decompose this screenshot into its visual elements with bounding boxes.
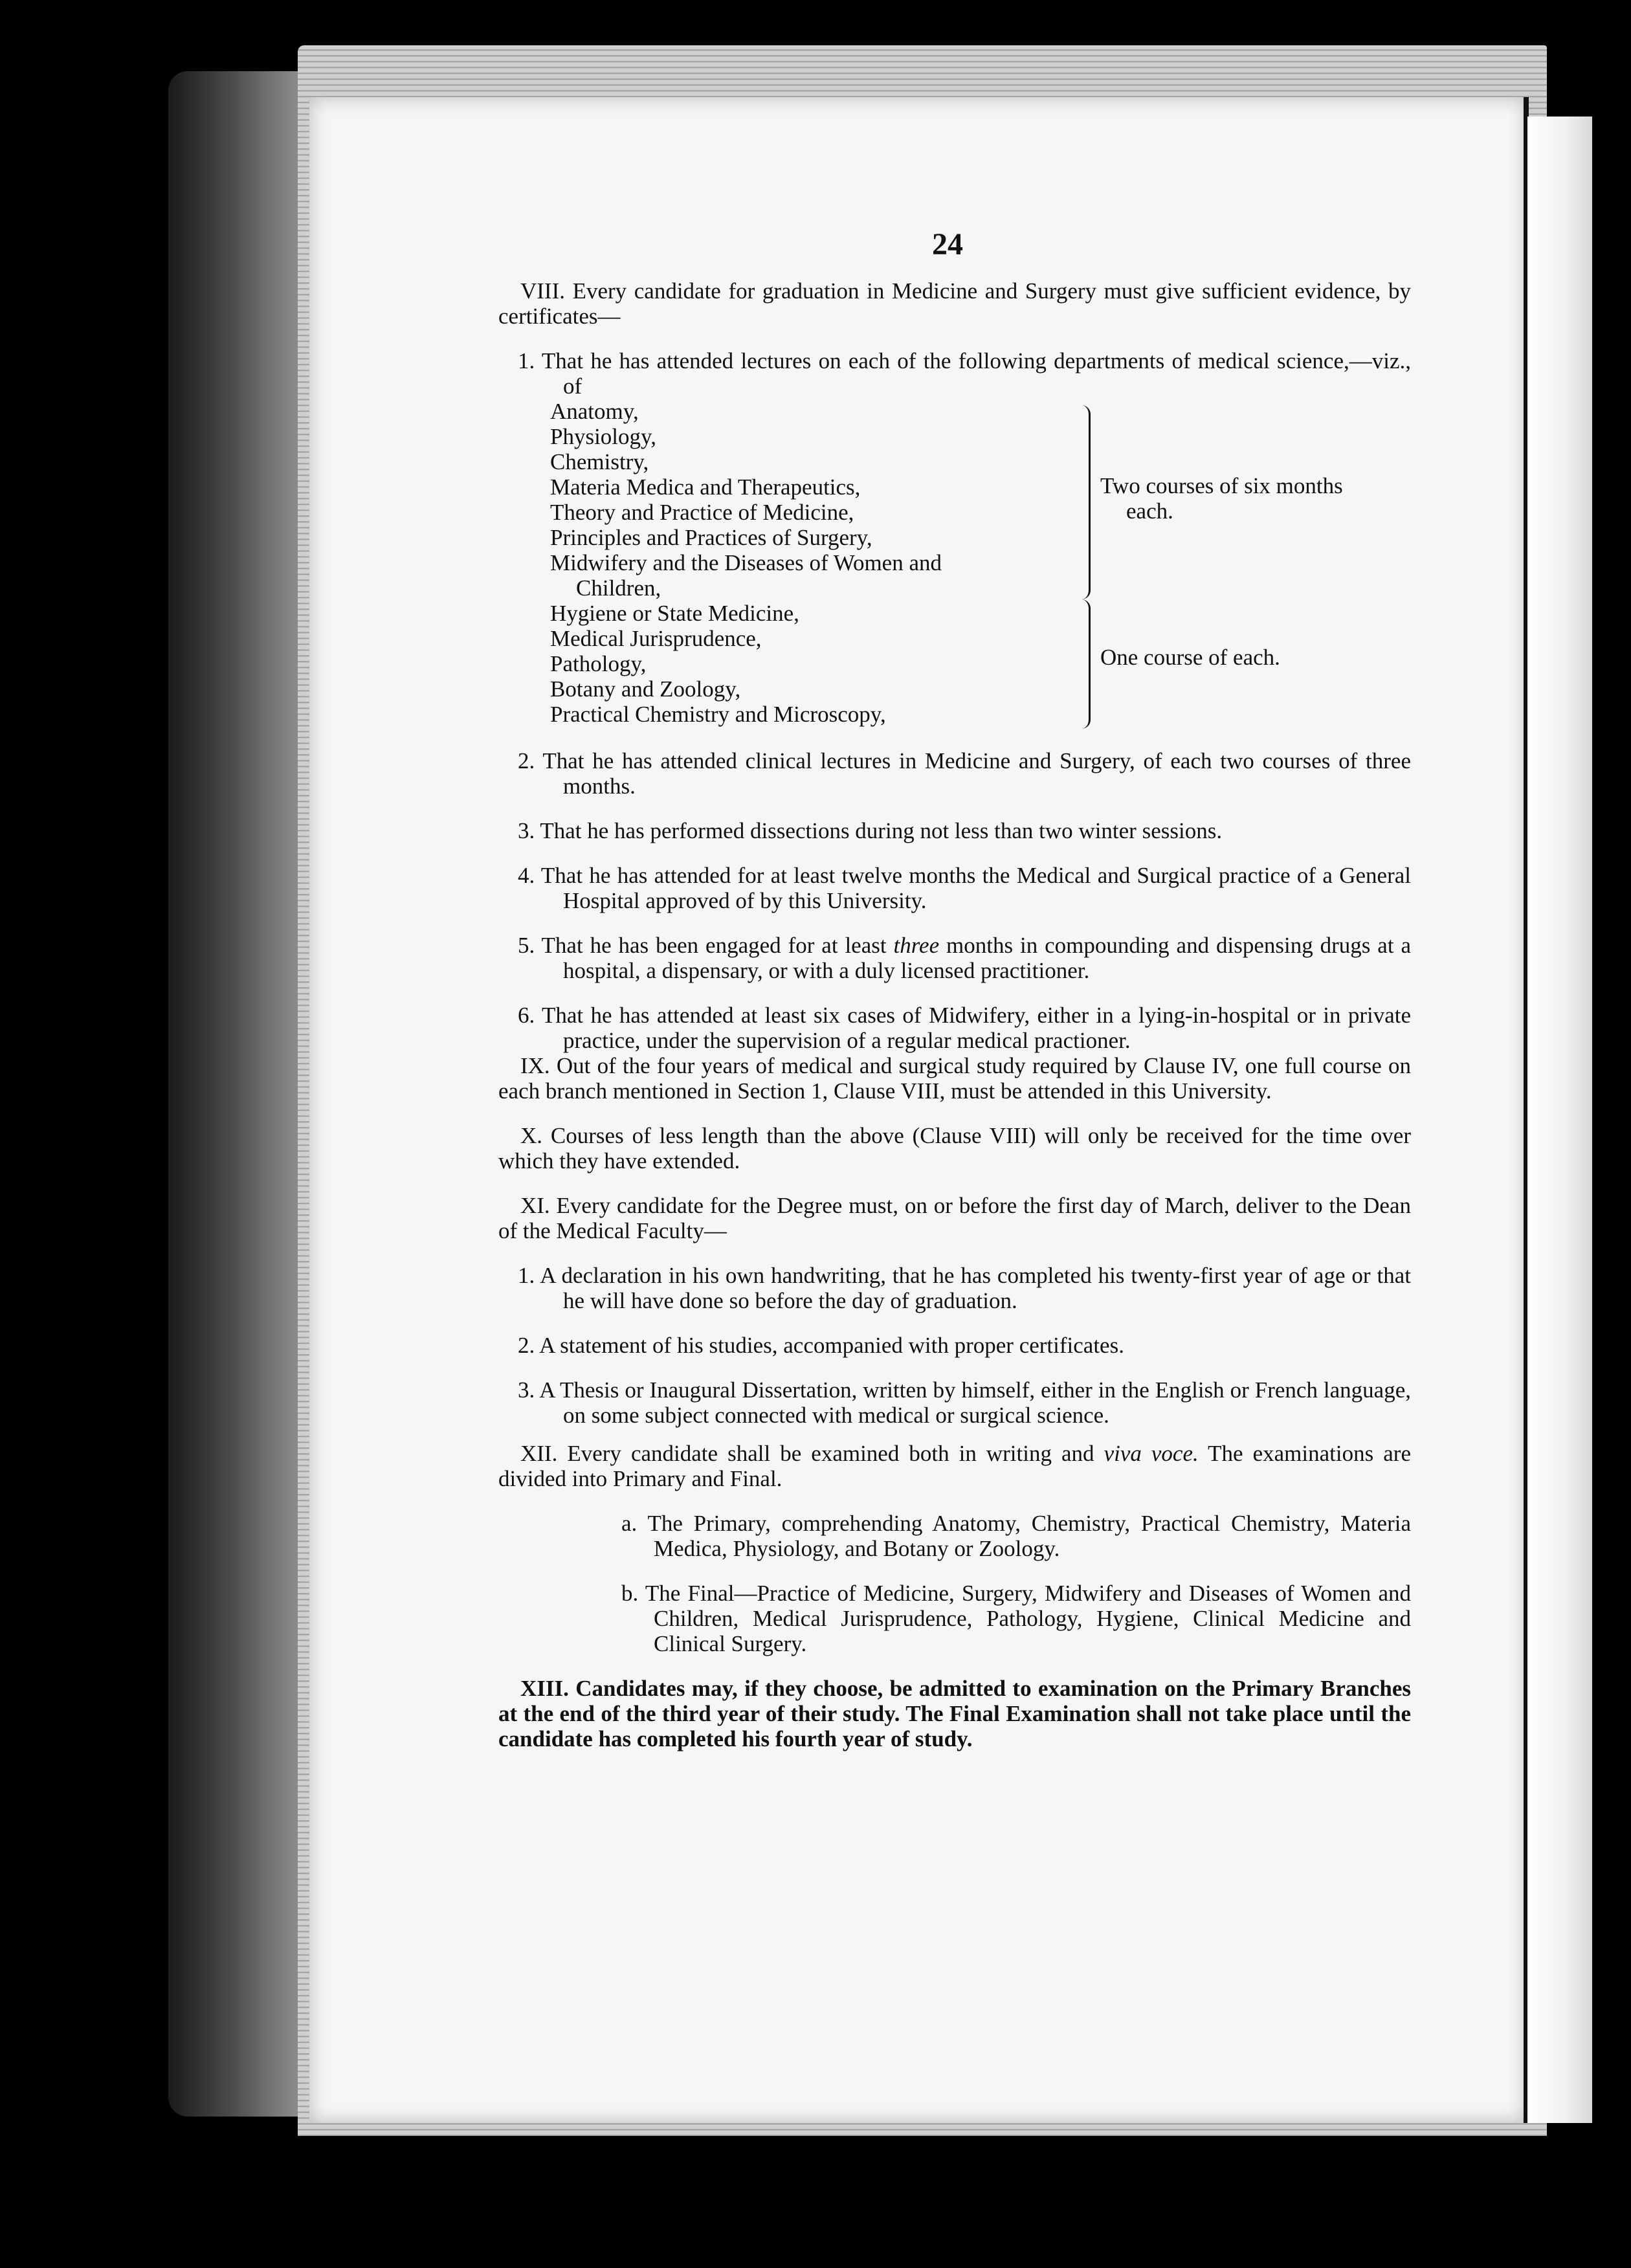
department-item: Materia Medica and Therapeutics,	[550, 474, 861, 500]
department-item: Hygiene or State Medicine,	[550, 601, 799, 626]
viii-item-2: 2. That he has attended clinical lectures in Medicine and Surgery, of each two courses of three months.	[518, 748, 1411, 799]
department-item: Medical Jurisprudence,	[550, 626, 762, 651]
page-number: 24	[932, 227, 963, 261]
department-item: Theory and Practice of Medicine,	[550, 500, 854, 525]
brace-label-one-course: One course of each.	[1100, 645, 1280, 670]
departments-list	[550, 399, 1068, 727]
clause-xii-text-cont: The examinations are divided into Primary and Final.	[498, 1441, 1411, 1491]
departments-block	[498, 399, 1411, 735]
viii-item-3: 3. That he has performed dissections during not less than two winter sessions.	[518, 818, 1223, 843]
department-item: Principles and Practices of Surgery,	[550, 525, 872, 550]
department-item: Practical Chemistry and Microscopy,	[550, 702, 886, 727]
clause-viii: VIII. Every candidate for graduation in Medicine and Surgery must give sufficient evidence, by certificates—	[498, 278, 1411, 329]
viii-item-6: 6. That he has attended at least six cases of Midwifery, either in a lying-in-hospital or in private practice, under the supervision of a regular medical practioner.	[518, 1003, 1411, 1053]
clause-ix: IX. Out of the four years of medical and surgical study required by Clause IV, one full course on each branch mentioned in Section 1, Clause VIII, must be attended in this University.	[498, 1053, 1411, 1104]
clause-xii-italic: viva voce.	[1104, 1441, 1199, 1466]
clause-x: X. Courses of less length than the above (Clause VIII) will only be received for the time over which they have extended.	[498, 1123, 1411, 1173]
department-item: Chemistry,	[550, 449, 649, 474]
department-item: Children,	[576, 575, 661, 601]
clause-xii	[498, 1441, 1411, 1491]
xii-item-b: b. The Final—Practice of Medicine, Surgery, Midwifery and Diseases of Women and Children, Medical Jurisprudence, Pathology, Hygiene, Clinical Medicine and Clinical Surgery.	[621, 1581, 1411, 1656]
clause-xii-text: XII. Every candidate shall be examined both in writing and	[520, 1441, 1104, 1466]
department-item: Midwifery and the Diseases of Women and	[550, 550, 942, 575]
viii-item-5-italic: three	[893, 933, 940, 958]
xi-item-2: 2. A statement of his studies, accompanied with proper certificates.	[518, 1333, 1124, 1358]
viii-item-5-text: 5. That he has been engaged for at least	[518, 933, 894, 958]
xi-item-1: 1. A declaration in his own handwriting, that he has completed his twenty-first year of age or that he will have done so before the day of graduation.	[518, 1263, 1411, 1313]
brace-label-two-courses	[1100, 473, 1343, 524]
facing-page-edge	[1527, 117, 1592, 2123]
department-item: Botany and Zoology,	[550, 676, 741, 702]
brace-one-course	[1074, 599, 1091, 729]
brace-label-line: Two courses of six months	[1100, 473, 1343, 498]
viii-item-5-text-cont: months in compounding and dispensing drugs at a hospital, a dispensary, or with a duly licensed practitioner.	[563, 933, 1411, 983]
viii-item-1-intro: 1. That he has attended lectures on each of the following departments of medical science,—viz., of	[518, 348, 1411, 399]
xii-item-a: a. The Primary, comprehending Anatomy, Chemistry, Practical Chemistry, Materia Medica, Physiology, and Botany or Zoology.	[621, 1511, 1411, 1561]
viii-item-5	[498, 933, 1411, 983]
clause-xi: XI. Every candidate for the Degree must, on or before the first day of March, deliver to the Dean of the Medical Faculty—	[498, 1193, 1411, 1243]
document-body	[498, 220, 1411, 1751]
brace-two-courses	[1074, 405, 1091, 599]
xi-item-3: 3. A Thesis or Inaugural Dissertation, written by himself, either in the English or French language, on some subject connected with medical or surgical science.	[518, 1377, 1411, 1428]
department-item: Anatomy,	[550, 399, 639, 424]
brace-label-line: each.	[1126, 498, 1173, 524]
department-item: Pathology,	[550, 651, 647, 676]
viii-item-4: 4. That he has attended for at least twelve months the Medical and Surgical practice of a General Hospital approved of by this University.	[518, 863, 1411, 913]
department-item: Physiology,	[550, 424, 657, 449]
clause-xiii: XIII. Candidates may, if they choose, be admitted to examination on the Primary Branches at the end of the third year of their study. The Final Examination shall not take place until the candidate has completed his fourth year of study.	[498, 1676, 1411, 1751]
